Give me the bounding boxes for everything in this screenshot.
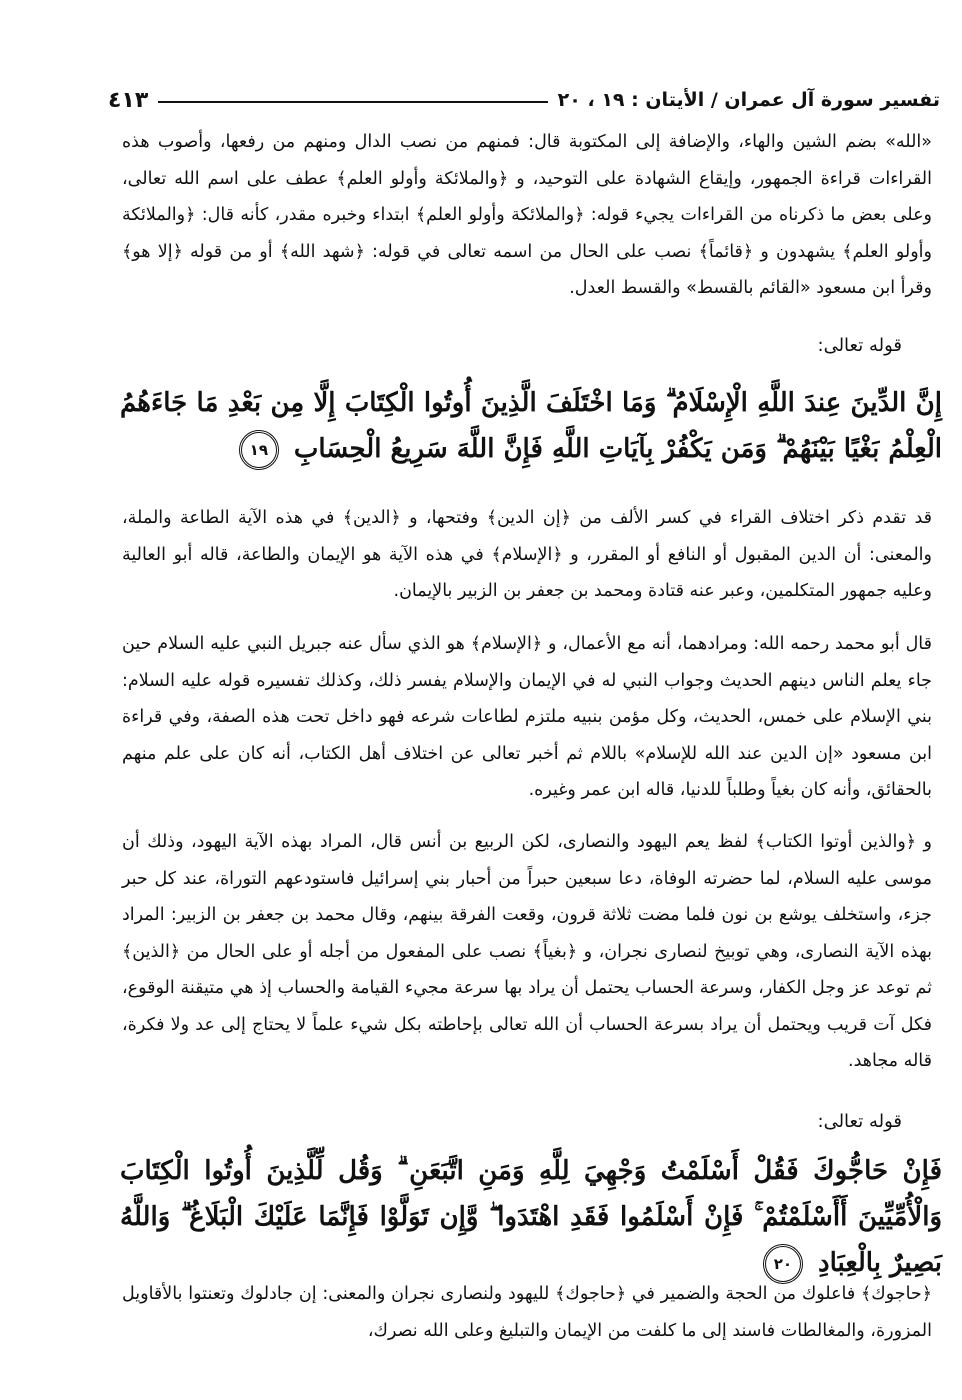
verse-19-text: إِنَّ الدِّينَ عِندَ اللَّهِ الْإِسْلَامُ ۗ وَمَا اخْتَلَفَ الَّذِينَ أُوتُوا الْكِتَابَ إِلَّا مِن بَعْدِ مَا جَاءَهُمُ الْعِلْمُ بَغْيًا بَيْنَهُمْ ۗ وَمَن يَكْفُرْ بِآيَاتِ اللَّهِ فَإِنَّ اللَّهَ سَرِيعُ الْحِسَابِ <box>120 388 942 464</box>
running-header <box>108 80 940 120</box>
verse-intro-label-2: قوله تعالى: <box>817 1111 902 1132</box>
verse-intro-label-1: قوله تعالى: <box>817 335 902 356</box>
commentary-paragraph-2: قد تقدم ذكر اختلاف القراء في كسر الألف من ﴿إن الدين﴾ وفتحها، و ﴿الدين﴾ في هذه الآية الطاعة والملة، والمعنى: أن الدين المقبول أو النافع أو المقرر، و ﴿الإسلام﴾ في هذه الآية هو الإيمان والطاعة، قاله أبو العالية وعليه جمهور المتكلمين، وعبر عنه قتادة ومحمد بن جعفر بن الزبير بالإيمان. <box>122 508 932 601</box>
verse-19-number: ١٩ <box>239 430 279 470</box>
quran-verse-19 <box>120 380 942 472</box>
commentary-paragraph-5: ﴿حاجوك﴾ فاعلوك من الحجة والضمير في ﴿حاجوك﴾ لليهود ولنصارى نجران والمعنى: إن جادلوك وتعنتوا بالأقاويل المزورة، والمغالطات فاسند إلى ما كلفت من الإيمان والتبليغ وعلى الله نصرك، <box>122 1284 932 1341</box>
commentary-paragraph-4: و ﴿والذين أوتوا الكتاب﴾ لفظ يعم اليهود والنصارى، لكن الربيع بن أنس قال، المراد بهذه الآية اليهود، وذلك أن موسى عليه السلام، لما حضرته الوفاة، دعا سبعين حبراً من أحبار بني إسرائيل فاستودعهم التوراة، عند كل حبر جزء، واستخلف يوشع بن نون فلما مضت ثلاثة قرون، وقعت الفرقة بينهم، وقال محمد بن جعفر بن الزبير: المراد بهذه الآية النصارى، وهي توبيخ لنصارى نجران، و ﴿بغياً﴾ نصب على المفعول من أجله أو على الحال من ﴿الذين﴾ ثم توعد عز وجل الكفار، وسرعة الحساب يحتمل أن يراد بها سرعة مجيء القيامة والحساب إذ هي متيقنة الوقوع، فكل آت قريب ويحتمل أن يراد بسرعة الحساب أن الله تعالى بإحاطته بكل شيء علماً لا يحتاج إلى عد ولا فكرة، قاله مجاهد. <box>122 832 932 1071</box>
quran-verse-20 <box>120 1148 942 1286</box>
verse-20-text: فَإِنْ حَاجُّوكَ فَقُلْ أَسْلَمْتُ وَجْهِيَ لِلَّهِ وَمَنِ اتَّبَعَنِ ۗ وَقُل لِّلَّذِينَ أُوتُوا الْكِتَابَ وَالْأُمِّيِّينَ أَأَسْلَمْتُمْ ۚ فَإِنْ أَسْلَمُوا فَقَدِ اهْتَدَوا ۖ وَّإِن تَوَلَّوْا فَإِنَّمَا عَلَيْكَ الْبَلَاغُ ۗ وَاللَّهُ بَصِيرٌ بِالْعِبَادِ <box>120 1156 943 1278</box>
commentary-paragraph-3: قال أبو محمد رحمه الله: ومرادهما، أنه مع الأعمال، و ﴿الإسلام﴾ هو الذي سأل عنه جبريل النبي عليه السلام حين جاء يعلم الناس دينهم الحديث وجواب النبي له في الإيمان والإسلام يفسر ذلك، وكذلك تفسيره قوله عليه السلام: بني الإسلام على خمس، الحديث، وكل مؤمن بنبيه ملتزم لطاعات شرعه فهو داخل تحت هذه الصفة، وفي قراءة ابن مسعود «إن الدين عند الله للإسلام» باللام ثم أخبر تعالى عن اختلاف أهل الكتاب، أنه كان على علم منهم بالحقائق، وأنه كان بغياً وطلباً للدنيا، قاله ابن عمر وغيره. <box>122 634 932 800</box>
verse-20-number: ٢٠ <box>763 1244 803 1284</box>
header-title: تفسير سورة آل عمران / الأيتان : ١٩ ، ٢٠ <box>557 89 940 111</box>
page-number: ٤١٣ <box>108 87 149 113</box>
commentary-paragraph-1: «الله» بضم الشين والهاء، والإضافة إلى المكتوبة قال: فمنهم من نصب الدال ومنهم من رفعها، وأصوب هذه القراءات قراءة الجمهور، وإيقاع الشهادة على التوحيد، و ﴿والملائكة وأولو العلم﴾ عطف على اسم الله تعالى، وعلى بعض ما ذكرناه من القراءات يجيء قوله: ﴿والملائكة وأولو العلم﴾ ابتداء وخبره مقدر، كأنه قال: ﴿والملائكة وأولو العلم﴾ يشهدون و ﴿قائماً﴾ نصب على الحال من اسمه تعالى في قوله: ﴿شهد الله﴾ أو من قوله ﴿إلا هو﴾ وقرأ ابن مسعود «القائم بالقسط» والقسط العدل. <box>122 132 932 298</box>
header-rule <box>158 101 547 103</box>
